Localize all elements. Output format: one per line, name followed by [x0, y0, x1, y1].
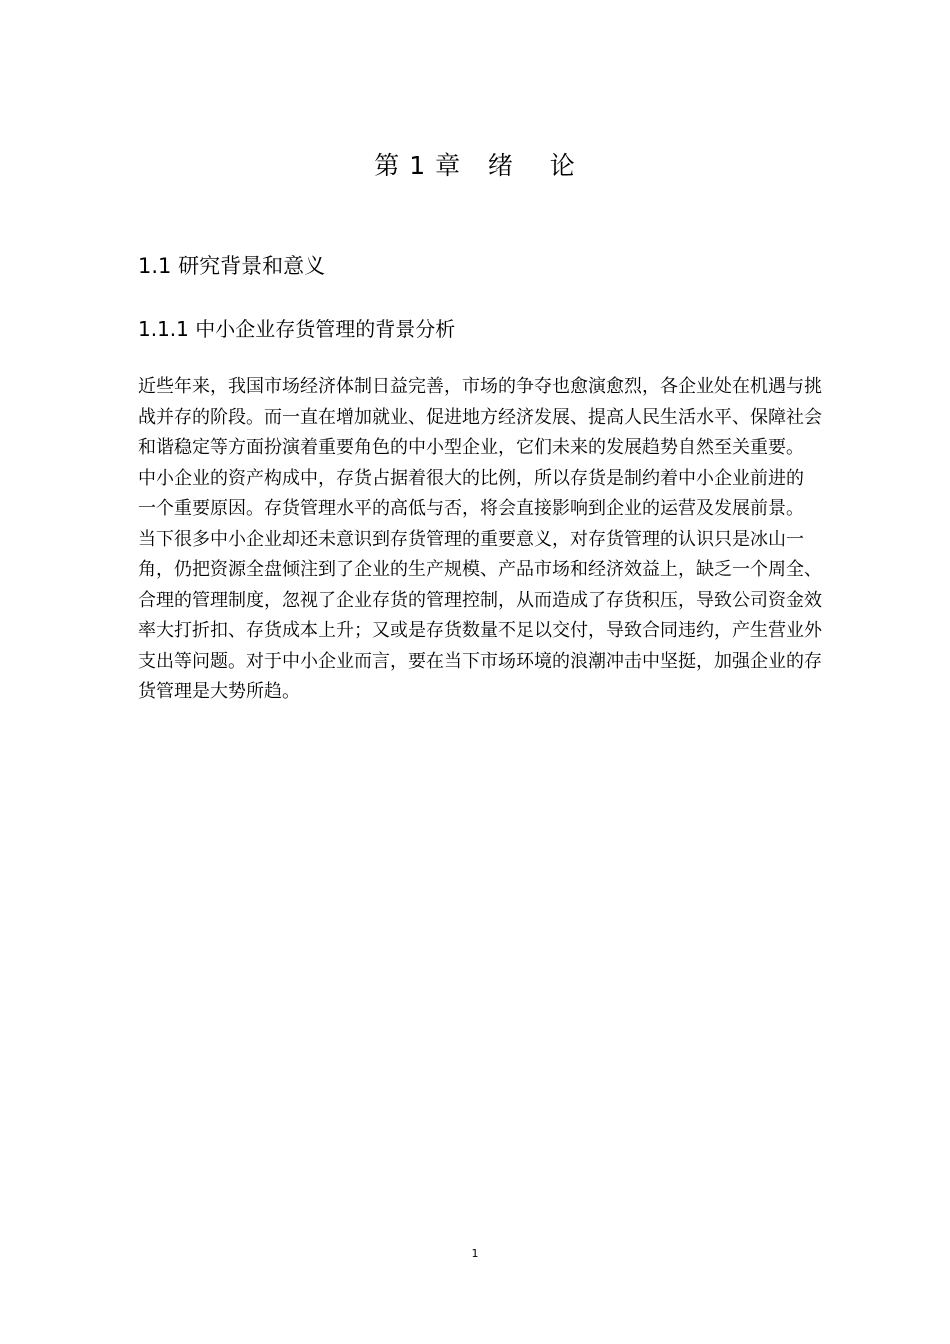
paragraph-line: 合理的管理制度，忽视了企业存货的管理控制，从而造成了存货积压，导致公司资金效: [138, 589, 822, 611]
paragraph-line: 近些年来，我国市场经济体制日益完善，市场的争夺也愈演愈烈，各企业处在机遇与挑: [138, 376, 822, 397]
body-paragraph: [138, 372, 838, 708]
page-number: 1: [471, 1247, 479, 1260]
paragraph-line: 战并存的阶段。而一直在增加就业、促进地方经济发展、提高人民生活水平、保障社会: [138, 406, 822, 428]
subsection-heading: 1.1.1 中小企业存货管理的背景分析: [138, 317, 456, 341]
paragraph-line: 中小企业的资产构成中，存货占据着很大的比例，所以存货是制约着中小企业前进的: [138, 467, 804, 489]
paragraph-line: 货管理是大势所趋。: [138, 681, 300, 702]
section-heading: 1.1 研究背景和意义: [138, 254, 326, 278]
paragraph-line: 一个重要原因。存货管理水平的高低与否，将会直接影响到企业的运营及发展前景。: [138, 498, 804, 519]
paragraph-line: 率大打折扣、存货成本上升；又或是存货数量不足以交付，导致合同违约，产生营业外: [138, 620, 822, 641]
paragraph-line: 支出等问题。对于中小企业而言，要在当下市场环境的浪潮冲击中坚挺，加强企业的存: [138, 650, 822, 672]
paragraph-line: 角，仍把资源全盘倾注到了企业的生产规模、产品市场和经济效益上，缺乏一个周全、: [138, 559, 822, 580]
chapter-title: 第 1 章 绪 论: [374, 151, 576, 180]
paragraph-line: 当下很多中小企业却还未意识到存货管理的重要意义，对存货管理的认识只是冰山一: [138, 528, 804, 550]
paragraph-line: 和谐稳定等方面扮演着重要角色的中小型企业，它们未来的发展趋势自然至关重要。: [138, 437, 804, 458]
